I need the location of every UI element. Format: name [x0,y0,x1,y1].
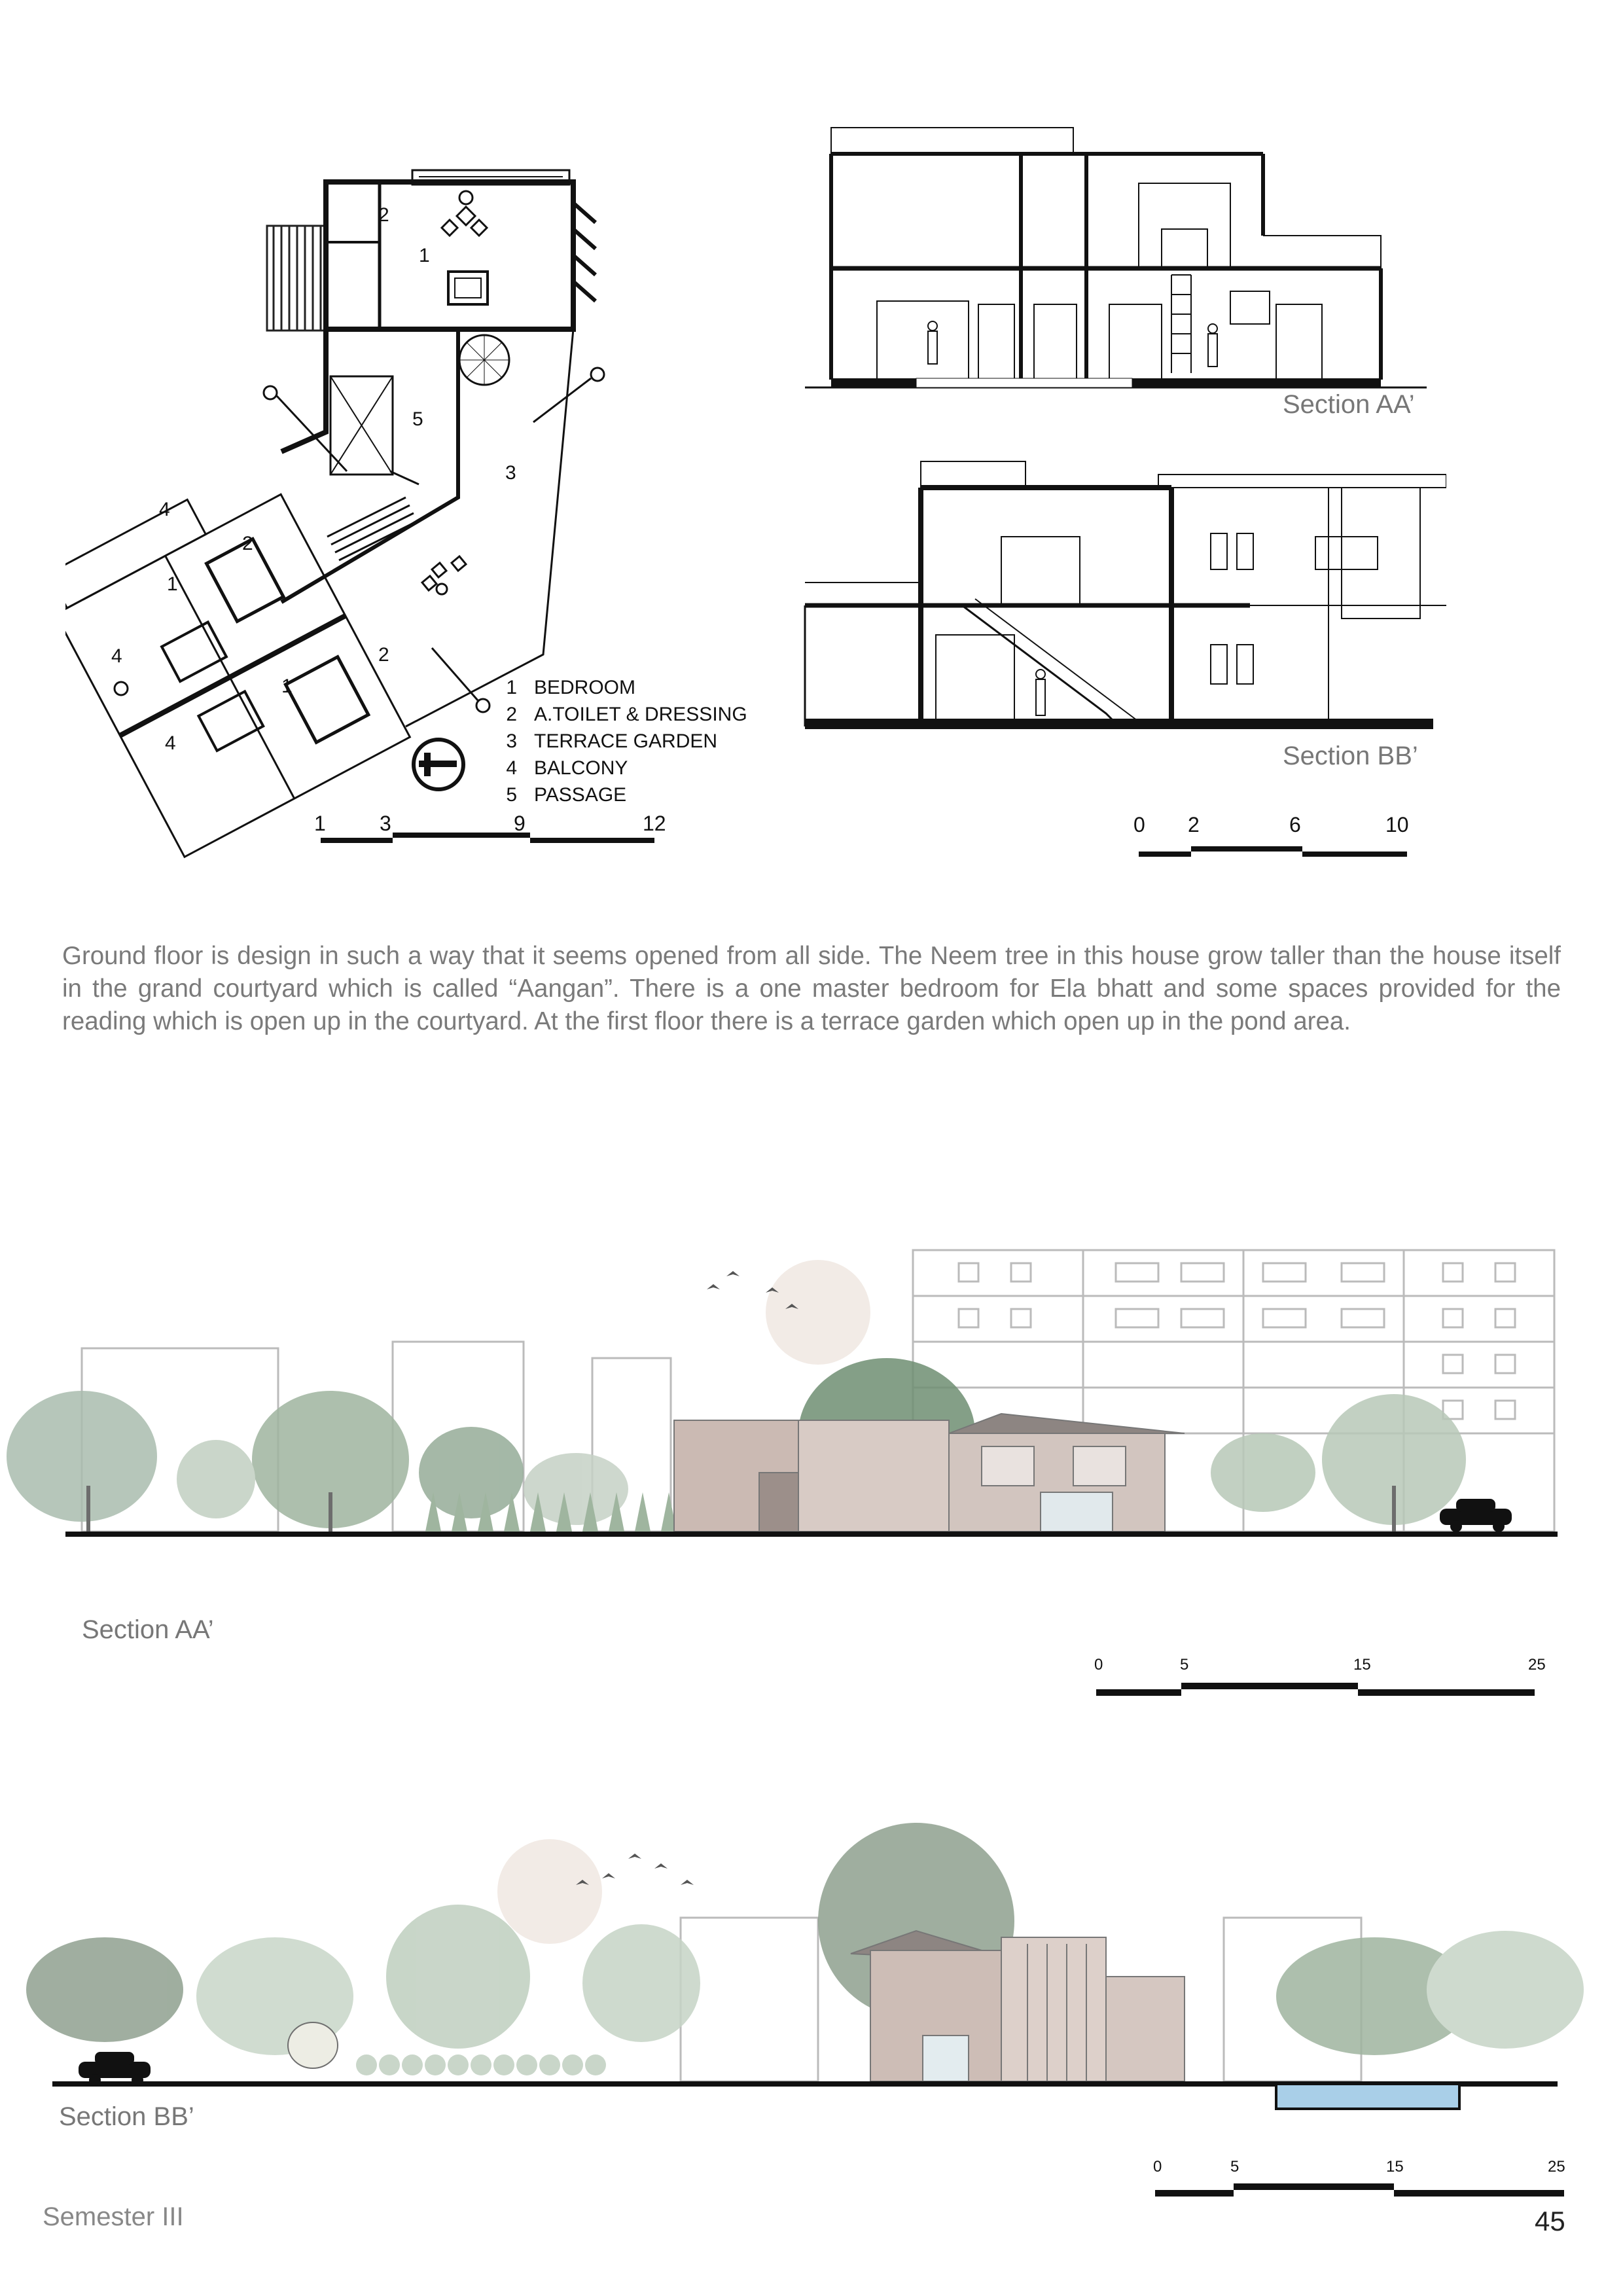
room-number: 2 [378,644,389,666]
site-aa-scale-bar [1093,1679,1551,1698]
room-number: 1 [281,675,293,697]
house-elevation [851,1931,1185,2081]
room-number: 5 [412,408,423,430]
house-elevation [674,1414,1185,1532]
car-icon [1440,1499,1512,1532]
site-aa-scale-label: 0 [1094,1656,1103,1674]
plan-scale-bar [321,833,654,843]
site-bb-scale-bar [1152,2179,1571,2199]
page-number: 45 [1535,2206,1565,2236]
sun-fins [573,203,596,301]
section-aa-drawing [779,118,1446,406]
room-number: 4 [159,499,170,520]
terrace-seating [422,556,466,594]
trees [26,1823,1584,2068]
legend-item: 4 BALCONY [506,757,628,779]
plan-scale-label: 9 [514,812,526,835]
section-scale-label: 10 [1385,813,1409,836]
site-bb-scale-label: 5 [1230,2158,1240,2176]
site-section-bb-label: Section BB’ [59,2102,194,2131]
sun [766,1260,870,1365]
plan-scale-label: 1 [314,812,326,835]
site-aa-scale-label: 15 [1353,1656,1371,1674]
legend-item: 2 A.TOILET & DRESSING [506,704,747,725]
north-arrow-icon [414,740,463,789]
room-number: 1 [419,245,430,266]
section-scale-label: 2 [1188,813,1200,836]
room-number: 2 [242,533,253,554]
section-scale-label: 0 [1133,813,1145,836]
legend-item: 3 TERRACE GARDEN [506,730,718,752]
section-scale-label: 6 [1289,813,1301,836]
room-number: 4 [165,732,176,754]
description-paragraph: Ground floor is design in such a way that it seems opened from all side. The Neem tree in this house grow taller than the house itself in the grand courtyard which is called “Aangan”. There is a one master bedroom for Ela bhatt and some spaces provided for the reading which is open up in the courtyard. At the first floor there is a terrace garden which open up in the pond area. [62,942,1561,1035]
plan-legend [504,674,747,808]
site-section-aa-label: Section AA’ [82,1615,214,1644]
site-aa-scale-label: 25 [1528,1656,1546,1674]
ground-line [65,1532,1558,1537]
car-icon [79,2052,151,2086]
room-number: 4 [111,645,122,667]
pond [1276,2084,1459,2109]
legend-item: 5 PASSAGE [506,784,627,806]
legend-item: 1 BEDROOM [506,677,636,698]
section-bb-drawing [779,458,1446,746]
passage-and-terrace [281,329,573,726]
room-number: 1 [167,573,178,595]
site-aa-scale-label: 5 [1180,1656,1189,1674]
site-section-bb [0,1820,1623,2121]
sun [497,1839,602,1944]
site-section-aa [0,1237,1623,1604]
section-bb-label: Section BB’ [1283,742,1418,770]
site-bb-scale-label: 0 [1153,2158,1162,2176]
plan-scale-label: 12 [643,812,666,835]
external-stair [267,226,326,331]
room-number: 2 [378,204,389,226]
semester-label: Semester III [43,2202,184,2231]
section-aa-label: Section AA’ [1283,390,1415,419]
plan-scale-label: 3 [380,812,391,835]
site-bb-scale-label: 15 [1386,2158,1404,2176]
hedge-row [356,2054,606,2075]
site-bb-scale-label: 25 [1548,2158,1565,2176]
section-scale-bar [1135,841,1410,861]
room-number: 3 [505,462,516,484]
upper-bedroom-block [326,170,573,329]
